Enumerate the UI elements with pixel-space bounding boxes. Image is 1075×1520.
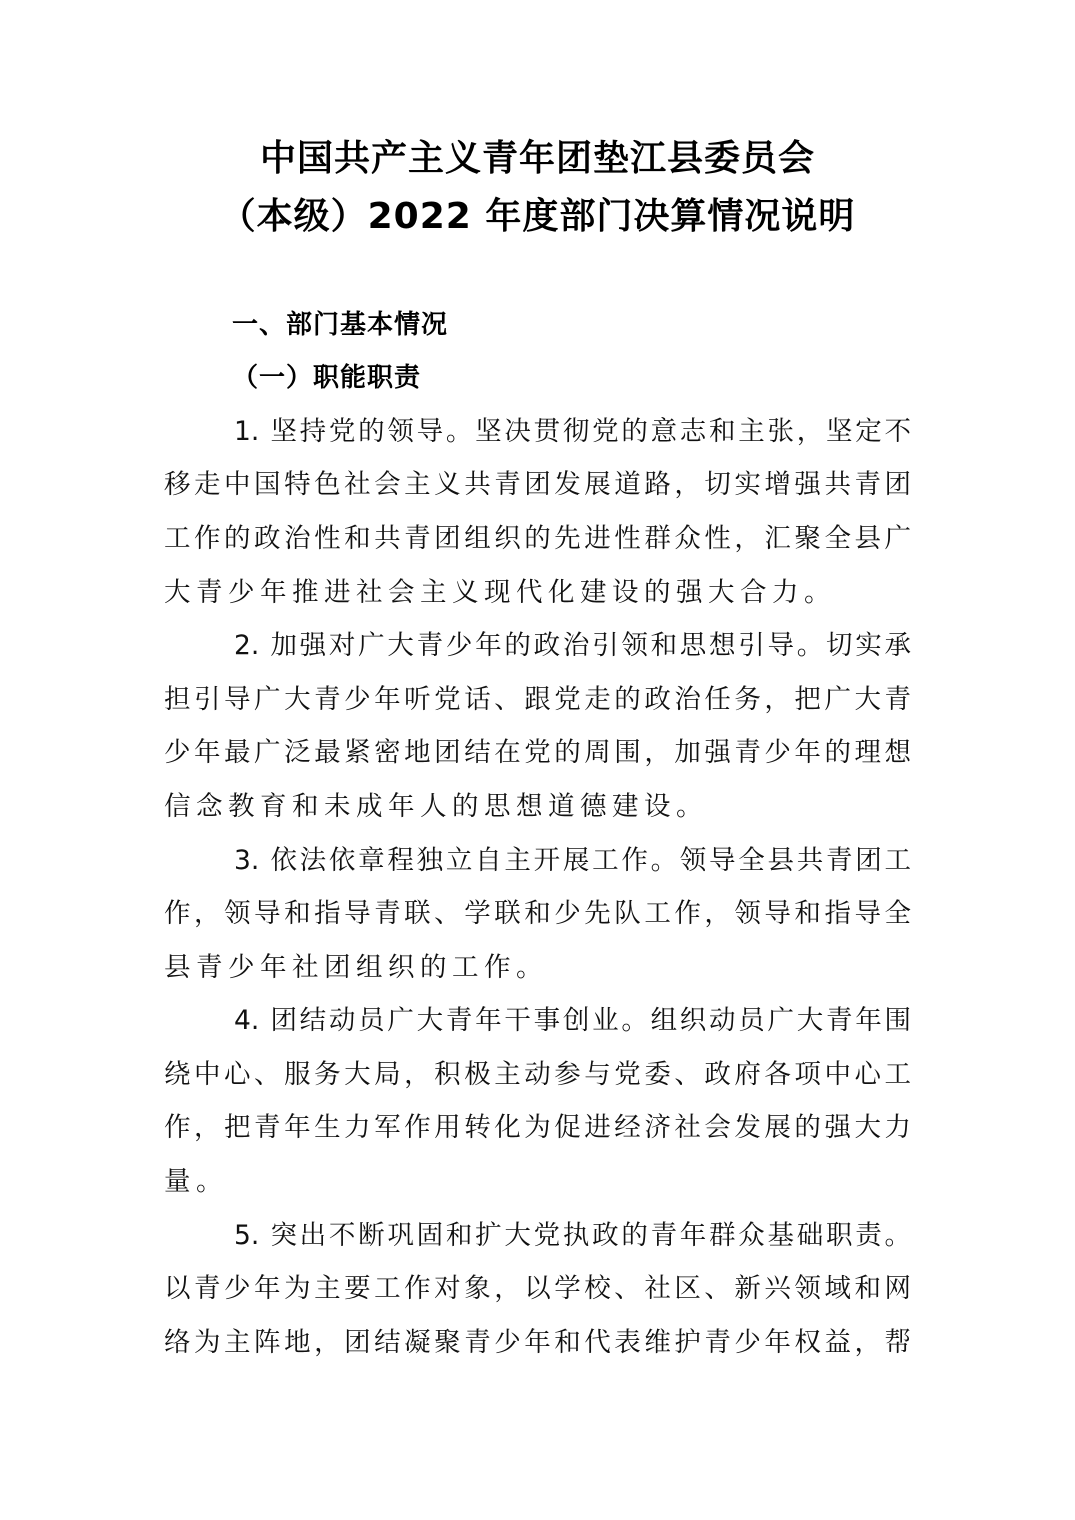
paragraph-2-line: 2. 加强对广大青少年的政治引领和思想引导。切实承 xyxy=(234,630,911,661)
paragraph-1-line: 工作的政治性和共青团组织的先进性群众性，汇聚全县广 xyxy=(164,523,911,554)
paragraph-1-line: 1. 坚持党的领导。坚决贯彻党的意志和主张，坚定不 xyxy=(234,416,911,447)
paragraph-5-line: 以青少年为主要工作对象，以学校、社区、新兴领域和网 xyxy=(164,1273,911,1304)
document-title-line-2: （本级）2022 年度部门决算情况说明 xyxy=(219,196,856,237)
paragraph-2-line: 信念教育和未成年人的思想道德建设。 xyxy=(164,791,708,822)
paragraph-2-line: 担引导广大青少年听党话、跟党走的政治任务，把广大青 xyxy=(164,684,911,715)
paragraph-1-line: 移走中国特色社会主义共青团发展道路，切实增强共青团 xyxy=(164,469,911,500)
paragraph-4-line: 4. 团结动员广大青年干事创业。组织动员广大青年围 xyxy=(234,1005,911,1036)
section-heading: 一、部门基本情况 xyxy=(232,310,449,340)
paragraph-3-line: 3. 依法依章程独立自主开展工作。领导全县共青团工 xyxy=(234,845,911,876)
paragraph-3-line: 县青少年社团组织的工作。 xyxy=(164,952,548,983)
paragraph-2-line: 少年最广泛最紧密地团结在党的周围，加强青少年的理想 xyxy=(164,737,911,768)
subsection-heading: （一）职能职责 xyxy=(232,363,422,393)
paragraph-5-line: 5. 突出不断巩固和扩大党执政的青年群众基础职责。 xyxy=(234,1220,911,1251)
paragraph-3-line: 作，领导和指导青联、学联和少先队工作，领导和指导全 xyxy=(164,898,911,929)
paragraph-4-line: 作，把青年生力军作用转化为促进经济社会发展的强大力 xyxy=(164,1112,911,1143)
paragraph-4-line: 量。 xyxy=(164,1166,228,1197)
paragraph-1-line: 大青少年推进社会主义现代化建设的强大合力。 xyxy=(164,577,836,608)
paragraph-5-line: 络为主阵地，团结凝聚青少年和代表维护青少年权益，帮 xyxy=(164,1327,911,1358)
document-title-line-1: 中国共产主义青年团垫江县委员会 xyxy=(259,138,815,179)
paragraph-4-line: 绕中心、服务大局，积极主动参与党委、政府各项中心工 xyxy=(164,1059,911,1090)
